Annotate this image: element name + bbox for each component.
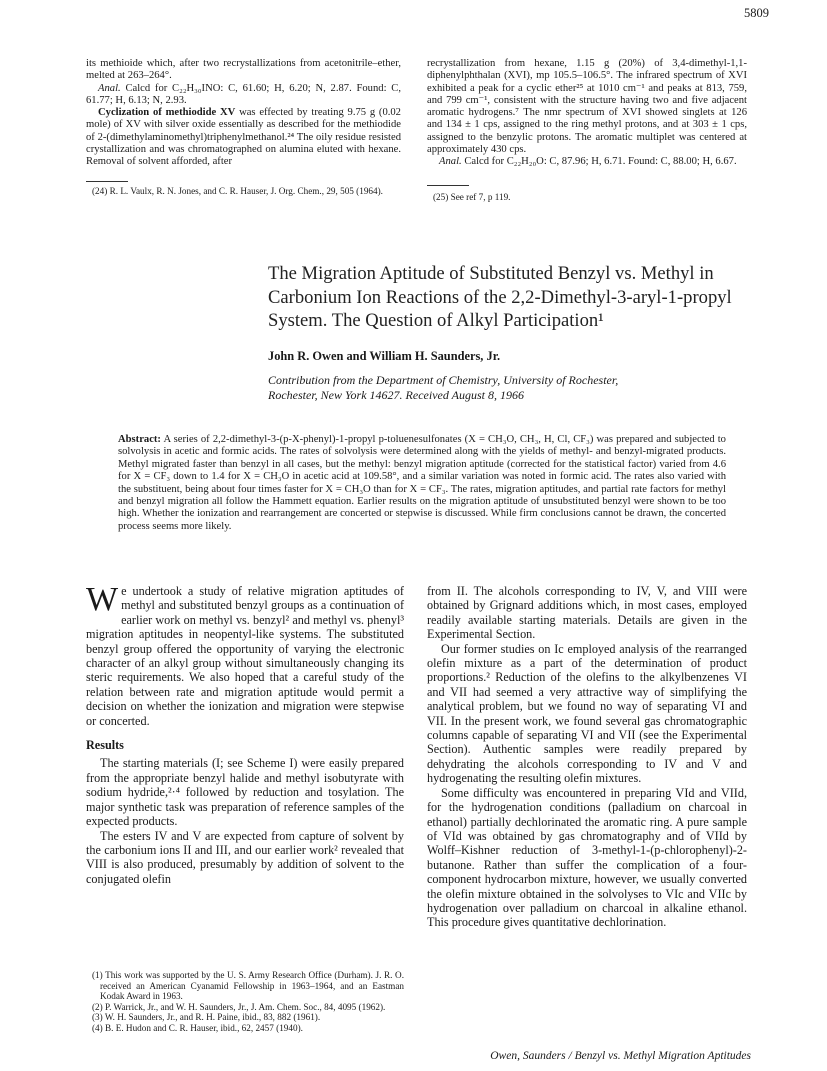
- article-authors: John R. Owen and William H. Saunders, Jr.: [268, 349, 501, 363]
- anal-text-right: Calcd for C₂₂H₂₀O: C, 87.96; H, 6.71. Found: C, 88.00; H, 6.67.: [464, 156, 737, 168]
- footnote-24: (24) R. L. Vaulx, R. N. Jones, and C. R. Hauser, J. Org. Chem., 29, 505 (1964).: [92, 186, 383, 196]
- footnote-rule-right: [427, 185, 469, 186]
- top-right-column: [427, 58, 747, 169]
- top-right-paragraph: recrystallization from hexane, 1.15 g (20%) of 3,4-dimethyl-1,1-diphenylphthalan (XVI), mp 105.5–106.5°. The infrared spectrum of XVI exhibited a peak for a cyclic ether²⁵ at 1010 cm⁻¹ and peaks at 813, 759, and 799 cm⁻¹, consistent with the structure having two and five adjacent aromatic hydrogens.⁷ The nmr spectrum of XVI showed singlets at 126 and 134 ± 1 cps, assigned to the ring methyl protons, and at 303 ± 1 cps, assigned to the benzylic protons. The aromatic multiplet was centered at approximately 430 cps.: [427, 58, 747, 156]
- intro-text: e undertook a study of relative migration aptitudes of methyl and substituted benzyl groups as a continuation of earlier work on methyl vs. benzyl² and methyl vs. phenyl³ migration aptitudes in neopentyl-like systems. The substituted benzyl group offered the opportunity of varying the electronic character of an alkyl group without simultaneously changing its steric requirements. We also hoped that a careful study of the relation between rate and migration aptitude would permit a decision on whether the ionization and migration were stepwise or concerted.: [86, 584, 404, 728]
- running-footer: Owen, Saunders / Benzyl vs. Methyl Migration Aptitudes: [490, 1050, 751, 1062]
- top-right-footnote: [427, 192, 747, 203]
- right-paragraph-1: from II. The alcohols corresponding to IV, V, and VIII were obtained by Grignard additions which, in most cases, employed readily available starting materials. Details are given in the Experimental Section.: [427, 584, 747, 642]
- intro-paragraph: [86, 581, 404, 728]
- right-paragraph-2: Our former studies on Ic employed analysis of the rearranged olefin mixture as a part of the determination of product proportions.² Reduction of the olefins to the alkylbenzenes VI and VII had seemed a very attractive way of simplifying the analytical problem, but we found no way of separating VI and VII. In the present work, we found several gas chromatographic columns capable of separating VI and VII (see the Experimental Section). Authentic samples were readily prepared by dehydrating the alcohols corresponding to IV and V and hydrogenating the resulting olefin mixtures.: [427, 641, 747, 786]
- anal-label: Anal.: [98, 82, 121, 94]
- top-left-column: [86, 58, 401, 169]
- page-number: 5809: [744, 6, 769, 20]
- cyclization-paragraph: [86, 107, 401, 168]
- top-right-analysis: [427, 156, 747, 168]
- cyclization-text: was effected by treating 9.75 g (0.02 mole) of XV with silver oxide essentially as described for the methiodide of 2-(dimethylaminomethyl)triphenylmethanol.²⁴ The oily residue resisted crystallization and was chromatographed on alumina eluted with hexane. Removal of solvent afforded, after: [86, 107, 401, 168]
- article-title: The Migration Aptitude of Substituted Benzyl vs. Methyl in Carbonium Ion Reactions of the 2,2-Dimethyl-3-aryl-1-propyl System. The Question of Alkyl Participation¹: [268, 263, 732, 331]
- footnote-2: (2) P. Warrick, Jr., and W. H. Saunders, Jr., J. Am. Chem. Soc., 84, 4095 (1962).: [92, 1001, 386, 1012]
- right-paragraph-3: Some difficulty was encountered in preparing VId and VIId, for the hydrogenation conditions (palladium on charcoal in ethanol) partially dechlorinated the aromatic ring. A pure sample of VId was obtained by gas chromatography and of VIId by Wolff–Kishner reduction of 3-methyl-1-(p-chlorophenyl)-2-butanone. Rather than suffer the complication of a four-component hydrocarbon mixture, however, we usually converted the olefin mixture obtained in the solvolyses to VIc and VIIc by hydrogenation over palladium on charcoal in alkaline ethanol. This procedure gives quantitative dechlorination.: [427, 785, 747, 930]
- footnote-rule: [86, 181, 128, 182]
- affiliation-line-2: Rochester, New York 14627. Received August 8, 1966: [268, 388, 524, 402]
- anal-label-right: Anal.: [439, 156, 462, 168]
- article-affiliation: [268, 373, 788, 403]
- footnote-3: (3) W. H. Saunders, Jr., and R. H. Paine, ibid., 83, 882 (1961).: [92, 1012, 321, 1023]
- anal-text: Calcd for C₂₂H₃₀INO: C, 61.60; H, 6.20; N, 2.87. Found: C, 61.77; H, 6.13; N, 2.93.: [86, 82, 401, 106]
- footnote-1: (1) This work was supported by the U. S. Army Research Office (Durham). J. R. O. received an American Cyanamid Fellowship in 1963–1964, and an Eastman Kodak Award in 1963.: [92, 970, 404, 1002]
- abstract-label: Abstract:: [118, 434, 161, 445]
- footnote-4: (4) B. E. Hudon and C. R. Hauser, ibid., 62, 2457 (1940).: [92, 1022, 303, 1033]
- body-left-column: [86, 581, 404, 886]
- results-heading: Results: [86, 738, 124, 753]
- abstract-text: A series of 2,2-dimethyl-3-(p-X-phenyl)-1-propyl p-toluenesulfonates (X = CH₃O, CH₃, H, Cl, CF₃) was prepared and subjected to solvolysis in acetic and formic acids. The rates of solvolysis were determined along with the yields of methyl- and benzyl-migrated products. Methyl migrated faster than benzyl in all cases, but the methyl: benzyl migration aptitude (corrected for the statistical factor) varied from 4.6 for X = CF₃ down to 1.4 for X = CH₃O in acetic acid at 109.58°, and a similar variation was noted in formic acid. The rates also varied with the substituent, being about four times faster for X = CH₃O than for X = CF₃. The rates, migration aptitudes, and partial rate factors for methyl and benzyl migration all follow the Hammett equation. Earlier results on the migration aptitude of unsubstituted benzyl were shown to be too high. Whether the ionization and rearrangement are concerted or stepwise is discussed. While firm conclusions cannot be drawn, the concerted process seems more likely.: [118, 434, 726, 532]
- body-footnotes: [86, 970, 404, 1034]
- cyclization-label: Cyclization of methiodide XV: [98, 107, 236, 119]
- footnote-25: (25) See ref 7, p 119.: [433, 192, 511, 202]
- drop-cap: W: [86, 581, 119, 618]
- top-left-paragraph: its methioide which, after two recrystallizations from acetonitrile–ether, melted at 263–264°.: [86, 58, 401, 82]
- results-paragraph-1: The starting materials (I; see Scheme I) were easily prepared from the appropriate benzyl halide and methyl isobutyrate with sodium hydride,²·⁴ followed by reduction and tosylation. The major synthetic task was preparation of reference samples of the expected products.: [86, 756, 404, 829]
- top-left-footnote: [86, 186, 401, 197]
- abstract: [118, 434, 726, 533]
- affiliation-line-1: Contribution from the Department of Chemistry, University of Rochester,: [268, 373, 619, 387]
- body-right-column: [427, 584, 747, 930]
- results-paragraph-2: The esters IV and V are expected from capture of solvent by the carbonium ions II and III, and our earlier work² revealed that VIII is also produced, presumably by addition of solvent to the conjugated olefin: [86, 828, 404, 886]
- top-left-analysis: [86, 83, 401, 108]
